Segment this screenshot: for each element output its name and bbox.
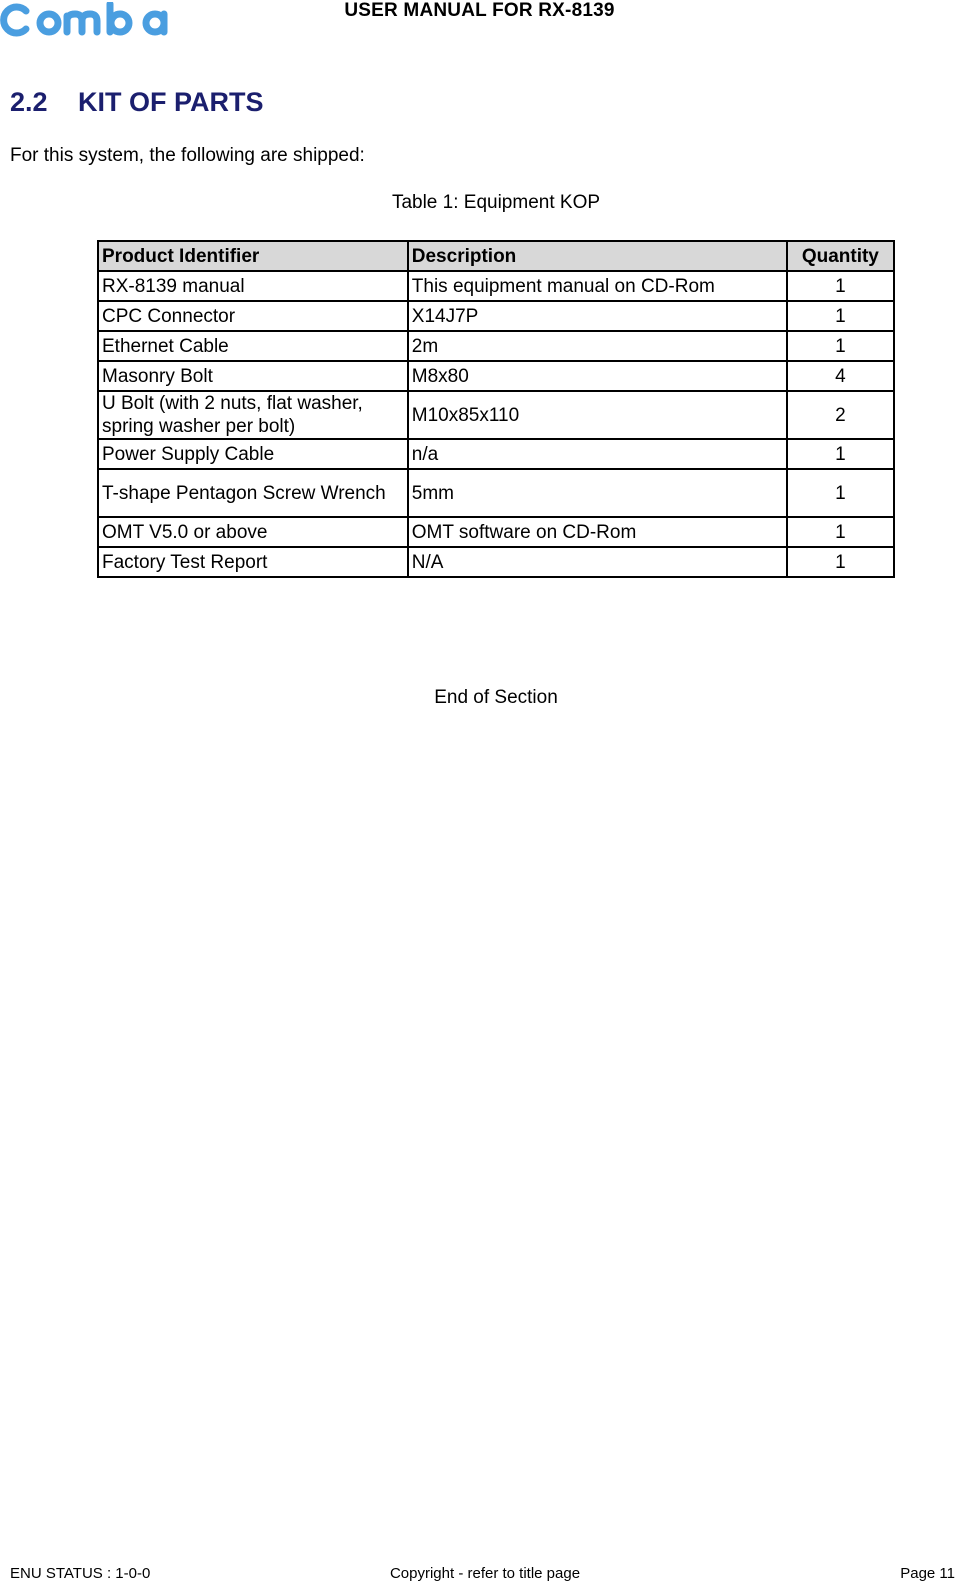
- cell-description: M10x85x110: [408, 391, 787, 439]
- intro-paragraph: For this system, the following are shipped:: [10, 145, 365, 166]
- cell-description: 2m: [408, 331, 787, 361]
- cell-product: OMT V5.0 or above: [98, 517, 408, 547]
- footer-copyright: Copyright - refer to title page: [389, 1565, 581, 1582]
- footer-page-number: Page 11: [900, 1565, 955, 1582]
- cell-description: This equipment manual on CD-Rom: [408, 271, 787, 301]
- table-row: [98, 331, 894, 361]
- column-header-quantity: Quantity: [787, 241, 894, 271]
- cell-quantity: 4: [787, 361, 894, 391]
- table-row: [98, 517, 894, 547]
- cell-quantity: 2: [787, 391, 894, 439]
- cell-quantity: 1: [787, 271, 894, 301]
- cell-description: X14J7P: [408, 301, 787, 331]
- column-header-product: Product Identifier: [98, 241, 408, 271]
- document-header-title: USER MANUAL FOR RX-8139: [344, 0, 615, 21]
- cell-quantity: 1: [787, 517, 894, 547]
- cell-description: n/a: [408, 439, 787, 469]
- cell-product: U Bolt (with 2 nuts, flat washer, spring washer per bolt): [98, 391, 408, 439]
- cell-quantity: 1: [787, 469, 894, 517]
- table-row: [98, 547, 894, 577]
- cell-quantity: 1: [787, 331, 894, 361]
- cell-product: CPC Connector: [98, 301, 408, 331]
- table-caption: Table 1: Equipment KOP: [391, 192, 601, 213]
- cell-quantity: 1: [787, 301, 894, 331]
- table-row: [98, 271, 894, 301]
- cell-quantity: 1: [787, 547, 894, 577]
- section-number: 2.2: [10, 87, 48, 117]
- table-row: [98, 469, 894, 517]
- end-of-section-text: End of Section: [434, 687, 558, 708]
- cell-description: M8x80: [408, 361, 787, 391]
- equipment-kop-table: [97, 240, 895, 578]
- cell-product: Ethernet Cable: [98, 331, 408, 361]
- table-row: [98, 439, 894, 469]
- cell-product: T-shape Pentagon Screw Wrench: [98, 469, 408, 517]
- table-header-row: [98, 241, 894, 271]
- table-row: [98, 391, 894, 439]
- cell-product: Masonry Bolt: [98, 361, 408, 391]
- column-header-description: Description: [408, 241, 787, 271]
- cell-product: RX-8139 manual: [98, 271, 408, 301]
- table-row: [98, 301, 894, 331]
- cell-quantity: 1: [787, 439, 894, 469]
- cell-description: OMT software on CD-Rom: [408, 517, 787, 547]
- cell-description: N/A: [408, 547, 787, 577]
- section-heading: [10, 87, 264, 118]
- table-row: [98, 361, 894, 391]
- footer-status: ENU STATUS : 1-0-0: [10, 1565, 151, 1582]
- cell-product: Power Supply Cable: [98, 439, 408, 469]
- cell-product: Factory Test Report: [98, 547, 408, 577]
- section-title: KIT OF PARTS: [78, 87, 264, 117]
- cell-description: 5mm: [408, 469, 787, 517]
